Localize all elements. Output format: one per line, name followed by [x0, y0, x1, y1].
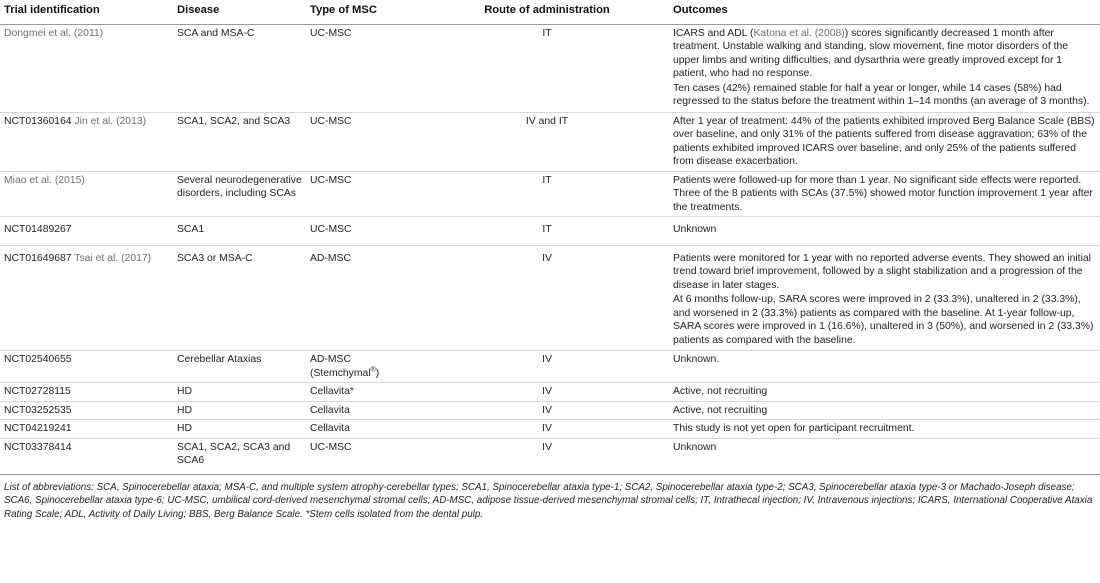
msc-cell: UC-MSC	[306, 24, 425, 112]
disease-cell: Cerebellar Ataxias	[173, 351, 306, 383]
msc-cell: Cellavita	[306, 420, 425, 439]
route-cell: IV	[425, 383, 669, 402]
trial-citation: Miao et al. (2015)	[4, 174, 85, 186]
header-type-of-msc: Type of MSC	[306, 0, 425, 24]
outcome-cell: Active, not recruiting	[669, 383, 1100, 402]
route-cell: IV	[542, 441, 552, 453]
trial-cell	[0, 24, 173, 112]
trial-cell	[0, 171, 173, 217]
msc-cell: Cellavita*	[306, 383, 425, 402]
outcome-cell: Unknown.	[669, 351, 1100, 383]
trial-cell: NCT02540655	[0, 351, 173, 383]
route-cell: IV and IT	[425, 112, 669, 171]
outcome-text-cont: ) scores significantly decreased 1 month after treatment. Unstable walking and standing, slow movement, fine motor disorders of the upper limbs and writing difficulties, and dysarthria were greatly improved except for 1 patient, who had no response.	[673, 27, 1069, 79]
outcome-cell	[669, 245, 1100, 351]
trial-cell: NCT03378414	[4, 441, 72, 453]
outcome-text-2: At 6 months follow-up, SARA scores were improved in 2 (33.3%), unaltered in 2 (33.3%), and worsened in 2 (33.3%) patients as compared with the baseline. At 1-year follow-up, SARA scores were improved in 1 (16.6%), unaltered in 3 (50%), and worsened in 2 (33.3%) patients as compared with the baseline.	[673, 294, 1094, 346]
outcome-cell: This study is not yet open for participant recruitment.	[669, 420, 1100, 439]
disease-cell: HD	[173, 401, 306, 420]
table-row	[0, 171, 1100, 217]
outcome-text: ICARS and ADL (	[673, 27, 754, 39]
disease-cell: SCA1	[173, 217, 306, 246]
trial-id: NCT01360164	[4, 115, 72, 127]
disease-cell: HD	[173, 420, 306, 439]
table-footnote: List of abbreviations: SCA, Spinocerebellar ataxia; MSA-C, and multiple system atrophy-cerebellar types; SCA1, Spinocerebellar ataxia type-1; SCA2, Spinocerebellar ataxia type-2; SCA3, Spinocerebellar ataxia type-3 or Machado-Joseph disease; SCA6, Spinocerebellar ataxia type-6; UC-MSC, umbilical cord-derived mesenchymal stromal cells; AD-MSC, adipose tissue-derived mesenchymal stromal cells; IT, Intrathecal injection; IV, Intravenous injections; ICARS, International Cooperative Ataxia Rating Scale; ADL, Activity of Daily Living; BBS, Berg Balance Scale. *Stem cells isolated from the dental pulp.	[0, 474, 1100, 522]
table-row	[0, 383, 1100, 402]
msc-cell: UC-MSC	[306, 112, 425, 171]
registered-mark: ®	[370, 366, 376, 374]
header-disease: Disease	[173, 0, 306, 24]
msc-close: )	[375, 367, 380, 379]
route-cell: IT	[425, 24, 669, 112]
trial-id: NCT01649687	[4, 252, 72, 264]
table-row	[0, 401, 1100, 420]
table-row	[0, 112, 1100, 171]
trial-cell	[0, 245, 173, 351]
trial-cell: NCT04219241	[0, 420, 173, 439]
msc-name: AD-MSC (Stemchymal	[310, 354, 371, 379]
outcome-cell: Unknown	[669, 217, 1100, 246]
msc-cell: Cellavita	[306, 401, 425, 420]
route-cell: IV	[425, 245, 669, 351]
table-row	[0, 438, 1100, 470]
outcome-cell: After 1 year of treatment: 44% of the patients exhibited improved Berg Balance Scale (BBS) over baseline, and only 31% of the patients suffered from disease aggravation; 63% of the patients exhibited improved ICARS over baseline, and only 25% of the patients suffered from disease exacerbation.	[669, 112, 1100, 171]
table-row	[0, 351, 1100, 383]
outcome-text-2: Ten cases (42%) remained stable for half a year or longer, while 14 cases (58%) had regressed to the status before the treatment within 1–14 months (an average of 3 months).	[673, 82, 1090, 107]
outcome-citation: Katona et al. (2008)	[753, 27, 845, 39]
header-row	[0, 0, 1100, 24]
table-row	[0, 420, 1100, 439]
msc-cell: UC-MSC	[306, 171, 425, 217]
trial-cell	[0, 112, 173, 171]
outcome-cell: Unknown	[673, 441, 717, 453]
route-cell: IV	[425, 420, 669, 439]
route-cell: IT	[425, 217, 669, 246]
route-cell: IV	[425, 401, 669, 420]
table-row	[0, 245, 1100, 351]
header-route: Route of administration	[425, 0, 669, 24]
disease-cell: SCA1, SCA2, and SCA3	[173, 112, 306, 171]
trial-citation: Jin et al. (2013)	[74, 115, 147, 127]
disease-cell: HD	[173, 383, 306, 402]
trial-cell: NCT01489267	[0, 217, 173, 246]
disease-cell: Several neurodegenerative disorders, including SCAs	[173, 171, 306, 217]
outcome-cell	[669, 24, 1100, 112]
msc-cell: AD-MSC	[306, 245, 425, 351]
msc-cell: UC-MSC	[310, 441, 352, 453]
disease-cell: SCA1, SCA2, SCA3 and SCA6	[177, 441, 291, 466]
trial-citation: Tsai et al. (2017)	[74, 252, 152, 264]
disease-cell: SCA3 or MSA-C	[173, 245, 306, 351]
trial-cell: NCT03252535	[0, 401, 173, 420]
table-row	[0, 24, 1100, 112]
outcome-cell: Active, not recruiting	[669, 401, 1100, 420]
outcome-cell: Patients were followed-up for more than 1 year. No significant side effects were reported. Three of the 8 patients with SCAs (37.5%) showed motor function improvement 1 year after the treatments.	[669, 171, 1100, 217]
trial-cell: NCT02728115	[0, 383, 173, 402]
route-cell: IV	[425, 351, 669, 383]
trial-citation: Dongmei et al. (2011)	[4, 27, 104, 39]
outcome-text: Patients were monitored for 1 year with no reported adverse events. They showed an initial trend toward brief improvement, followed by a slight stabilization and a progression of the disease in later stages.	[673, 252, 1091, 291]
header-outcomes: Outcomes	[669, 0, 1100, 24]
disease-cell: SCA and MSA-C	[173, 24, 306, 112]
msc-cell: UC-MSC	[306, 217, 425, 246]
table-row	[0, 217, 1100, 246]
header-trial-identification: Trial identification	[0, 0, 173, 24]
msc-cell	[306, 351, 425, 383]
route-cell: IT	[425, 171, 669, 217]
